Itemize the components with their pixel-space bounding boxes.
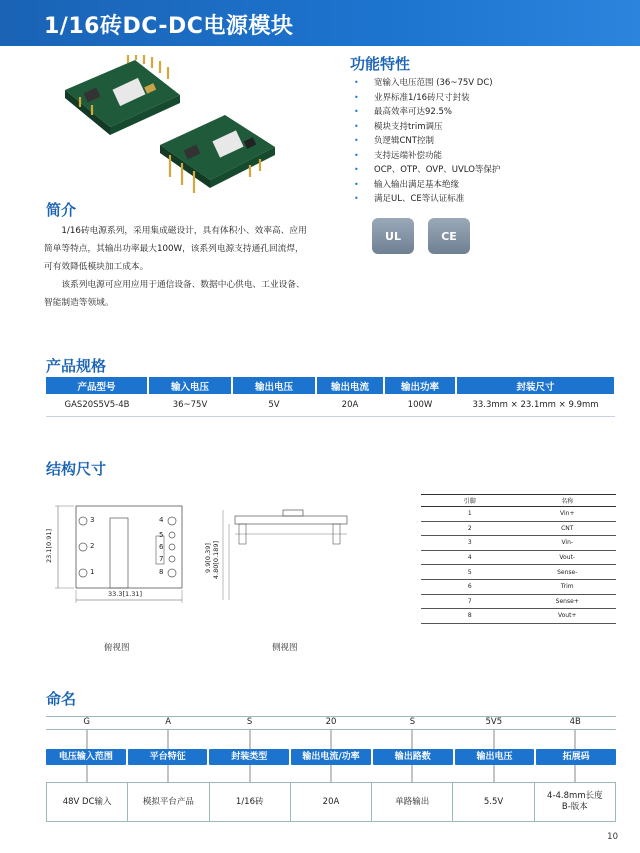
- intro-title: 简介: [46, 201, 77, 219]
- intro-paragraph-2: 该系列电源可应用应用于通信设备、数据中心供电、工业设备、智能制造等领域。: [44, 280, 305, 308]
- feature-item: [350, 192, 630, 207]
- spec-header: 输出电压: [232, 377, 316, 394]
- feature-text: 负逻辑CNT控制: [374, 136, 434, 146]
- naming-value: 48V DC输入: [47, 783, 128, 821]
- naming-label-row: [46, 749, 616, 765]
- naming-connectors-lower: [46, 765, 616, 783]
- width-dimension: 33.3[1.31]: [108, 590, 143, 598]
- feature-item: [350, 120, 630, 135]
- pin-name: Vin-: [519, 536, 617, 551]
- bullet-icon: •: [354, 136, 359, 145]
- feature-item: [350, 149, 630, 164]
- page-title: 1/16砖DC-DC电源模块: [44, 14, 294, 39]
- product-photo: [60, 55, 290, 195]
- intro-paragraph-1: 1/16砖电源系列，采用集成磁设计，具有体积小、效率高、应用简单等特点，其输出功率最大100W，该系列电源支持通孔回流焊，可有效降低模块加工成本。: [44, 226, 307, 272]
- bullet-icon: •: [354, 121, 359, 131]
- ul-cert-logo: [372, 218, 414, 254]
- pin-label: 2: [90, 542, 95, 550]
- pin-label: 5: [159, 531, 164, 539]
- spec-header: 封装尺寸: [456, 377, 615, 394]
- bullet-icon: •: [354, 179, 359, 189]
- spec-header: 产品型号: [46, 377, 148, 394]
- pin-label: 8: [159, 568, 164, 576]
- table-row: [421, 609, 616, 624]
- feature-text: OCP、OTP、OVP、UVLO等保护: [374, 165, 501, 175]
- bullet-icon: •: [354, 92, 359, 102]
- naming-value: 单路输出: [372, 783, 453, 821]
- bullet-icon: •: [354, 194, 359, 203]
- pin-number: 3: [421, 536, 519, 551]
- naming-label: 输出电压: [455, 749, 535, 765]
- pin-number: 6: [421, 579, 519, 594]
- side-pin-dimension: 4.80[0.189]: [212, 540, 221, 580]
- feature-text: 业界标准1/16砖尺寸封装: [374, 92, 470, 103]
- feature-item: [350, 105, 630, 120]
- naming-code: 20: [290, 716, 371, 730]
- naming-value: 1/16砖: [210, 783, 291, 821]
- side-view-drawing: [205, 496, 355, 606]
- naming-label: 输出电流/功率: [291, 749, 371, 765]
- spec-title: 产品规格: [46, 357, 107, 375]
- ce-cert-text: CE: [441, 229, 457, 243]
- spec-table: [46, 377, 616, 417]
- bullet-icon: •: [354, 107, 359, 116]
- spec-header: 输出电流: [316, 377, 384, 394]
- feature-item: [350, 163, 630, 178]
- pin-header: 名称: [519, 495, 617, 507]
- naming-label: 电压输入范围: [46, 749, 126, 765]
- features-title: 功能特性: [350, 55, 411, 73]
- side-height-dimension: 9.9[0.39]: [203, 543, 212, 573]
- feature-item: [350, 91, 630, 106]
- naming-label: 输出路数: [373, 749, 453, 765]
- pin-label: 6: [159, 543, 164, 551]
- spec-cell: GAS20S5V5-4B: [46, 394, 148, 416]
- table-row: [421, 550, 616, 565]
- pin-number: 5: [421, 565, 519, 580]
- bullet-icon: •: [354, 150, 359, 160]
- ul-cert-text: UL: [385, 229, 401, 243]
- page-number: 10: [607, 832, 618, 842]
- spec-cell: 5V: [232, 394, 316, 416]
- feature-item: [350, 178, 630, 193]
- naming-value-row: [46, 782, 616, 822]
- table-row: [421, 579, 616, 594]
- table-row: [421, 521, 616, 536]
- naming-value: 5.5V: [453, 783, 534, 821]
- bullet-icon: •: [354, 165, 359, 174]
- feature-text: 模块支持trim调压: [374, 121, 443, 132]
- spec-header: 输入电压: [148, 377, 232, 394]
- feature-text: 输入输出满足基本绝缘: [374, 179, 460, 190]
- pin-table: [421, 494, 616, 624]
- naming-code: 5V5: [453, 716, 534, 730]
- spec-cell: 36~75V: [148, 394, 232, 416]
- pin-number: 4: [421, 550, 519, 565]
- feature-text: 支持远端补偿功能: [374, 150, 443, 161]
- table-row: [421, 507, 616, 522]
- pin-label: 7: [159, 555, 164, 563]
- spec-cell: 20A: [316, 394, 384, 416]
- top-view-caption: 俯视图: [104, 643, 130, 653]
- top-view-drawing: [46, 496, 196, 606]
- spec-cell: 100W: [384, 394, 456, 416]
- ce-cert-logo: [428, 218, 470, 254]
- pin-number: 2: [421, 521, 519, 536]
- spec-header: 输出功率: [384, 377, 456, 394]
- pin-label: 4: [159, 516, 164, 524]
- pin-label: 1: [90, 568, 95, 576]
- pin-name: Sense-: [519, 565, 617, 580]
- intro-text: [44, 222, 312, 312]
- feature-text: 宽输入电压范围 (36~75V DC): [374, 78, 493, 88]
- pin-name: Vout-: [519, 550, 617, 565]
- table-row: [421, 565, 616, 580]
- pin-name: Vin+: [519, 507, 617, 522]
- naming-code-row: [46, 716, 616, 730]
- bullet-icon: •: [354, 78, 359, 87]
- naming-value: 模拟平台产品: [128, 783, 209, 821]
- naming-title: 命名: [46, 690, 77, 708]
- naming-connectors: [46, 730, 616, 750]
- feature-text: 满足UL、CE等认证标准: [374, 194, 465, 204]
- feature-item: [350, 134, 630, 149]
- naming-value: 20A: [291, 783, 372, 821]
- naming-label: 封装类型: [209, 749, 289, 765]
- naming-code: G: [46, 716, 127, 730]
- naming-code: S: [209, 716, 290, 730]
- height-dimension: 23.1[0.91]: [45, 528, 54, 564]
- header-bar: [0, 0, 640, 46]
- naming-code: S: [372, 716, 453, 730]
- pin-label: 3: [90, 516, 95, 524]
- pin-name: Trim: [519, 579, 617, 594]
- feature-text: 最高效率可达92.5%: [374, 107, 453, 117]
- pin-header: 引脚: [421, 495, 519, 507]
- pin-number: 7: [421, 594, 519, 609]
- pin-name: Sense+: [519, 594, 617, 609]
- pin-name: CNT: [519, 521, 617, 536]
- naming-label: 拓展码: [536, 749, 616, 765]
- spec-cell: 33.3mm × 23.1mm × 9.9mm: [456, 394, 615, 416]
- naming-code: A: [127, 716, 208, 730]
- table-row: [421, 536, 616, 551]
- side-view-caption: 侧视图: [272, 643, 298, 653]
- pin-name: Vout+: [519, 609, 617, 624]
- pin-number: 8: [421, 609, 519, 624]
- table-row: [46, 394, 615, 416]
- structure-title: 结构尺寸: [46, 460, 107, 478]
- naming-label: 平台特征: [128, 749, 208, 765]
- features-list: [350, 76, 630, 207]
- table-row: [421, 594, 616, 609]
- naming-value: 4-4.8mm长度 B-版本: [547, 791, 603, 812]
- pin-number: 1: [421, 507, 519, 522]
- naming-code: 4B: [535, 716, 616, 730]
- feature-item: [350, 76, 630, 91]
